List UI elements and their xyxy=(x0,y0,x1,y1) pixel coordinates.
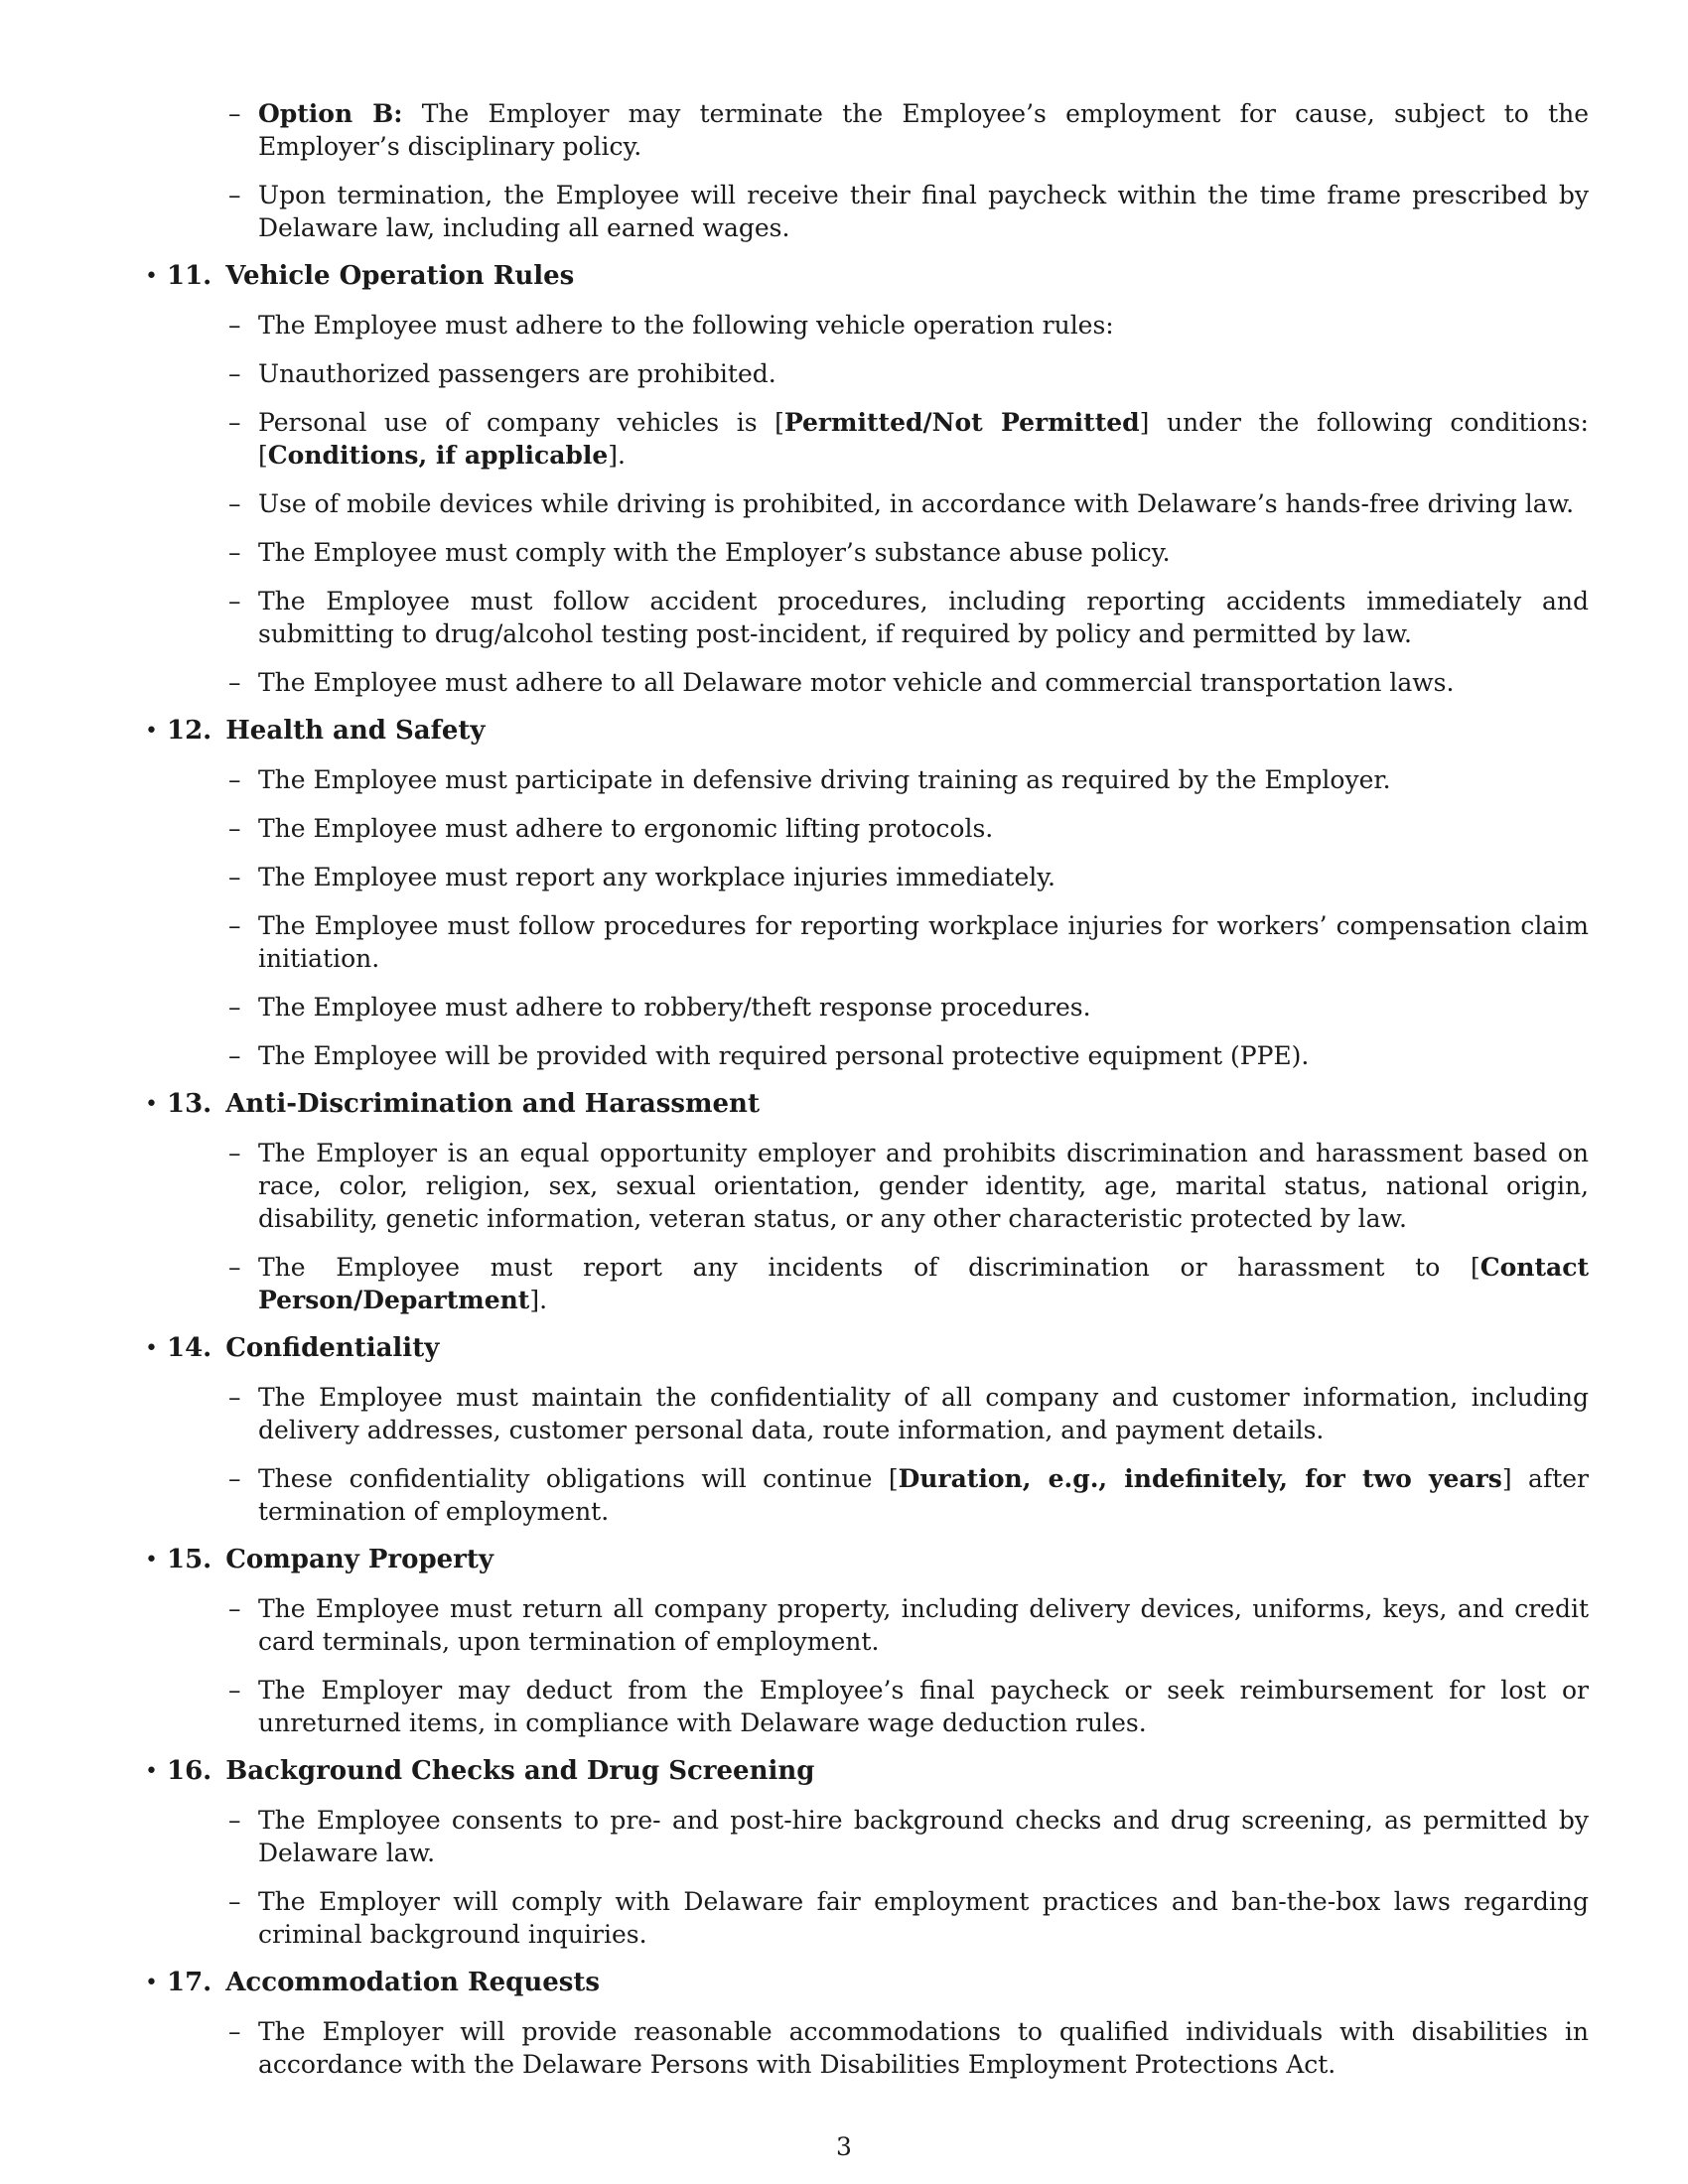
item-text: ] under the following conditions: [ xyxy=(258,408,1589,470)
item-text: The Employer is an equal opportunity employer and prohibits discrimination and harassment based on race, color, religion, sex, sexual orientation, gender identity, age, marital status, national origin, disability, genetic information, veteran status, or any other characteristic protected by law. xyxy=(258,1139,1589,1233)
list-item xyxy=(228,357,1589,390)
section-items xyxy=(228,1137,1589,1316)
item-text: ]. xyxy=(608,441,626,470)
list-item xyxy=(228,1462,1589,1528)
list-item xyxy=(228,1251,1589,1316)
list-item xyxy=(228,1674,1589,1739)
item-bold-text: Duration, e.g., indefinitely, for two years xyxy=(898,1464,1502,1493)
item-text: The Employee must participate in defensive driving training as required by the Employer. xyxy=(258,765,1391,794)
continuation-list xyxy=(228,97,1589,244)
item-bold-text: Option B: xyxy=(258,99,403,128)
list-item xyxy=(228,309,1589,341)
item-text: Unauthorized passengers are prohibited. xyxy=(258,359,776,388)
item-text: The Employee will be provided with required personal protective equipment (PPE). xyxy=(258,1041,1310,1070)
section-items xyxy=(228,763,1589,1072)
item-text: The Employee must comply with the Employer’s substance abuse policy. xyxy=(258,538,1171,567)
section-title: Confidentiality xyxy=(225,1333,440,1363)
item-text: The Employee must follow procedures for reporting workplace injuries for workers’ compensation claim initiation. xyxy=(258,911,1589,973)
item-text: ] after termination of employment. xyxy=(258,1464,1589,1526)
section-title: Company Property xyxy=(225,1545,493,1574)
item-bold-text: Conditions, if applicable xyxy=(267,441,609,470)
section-title: Vehicle Operation Rules xyxy=(225,261,575,291)
item-text: Personal use of company vehicles is [ xyxy=(258,408,784,437)
item-text: These confidentiality obligations will continue [ xyxy=(258,1464,899,1493)
list-item xyxy=(228,909,1589,975)
section-heading xyxy=(145,1332,1589,1365)
section xyxy=(145,715,1589,1072)
item-text: The Employee must adhere to ergonomic lifting protocols. xyxy=(258,814,994,843)
section-heading xyxy=(145,260,1589,293)
list-item xyxy=(228,406,1589,472)
section-items xyxy=(228,1381,1589,1528)
bullet-icon: • xyxy=(145,1548,158,1572)
section-number: 13. xyxy=(167,1089,212,1119)
bullet-icon: • xyxy=(145,1336,158,1361)
clause-list xyxy=(145,97,1590,2081)
list-item xyxy=(228,861,1589,893)
list-item xyxy=(228,812,1589,845)
list-item xyxy=(228,179,1589,244)
bullet-icon: • xyxy=(145,1759,158,1784)
sections-container xyxy=(145,260,1589,2081)
section-title: Background Checks and Drug Screening xyxy=(225,1756,815,1786)
item-text: The Employee must adhere to all Delaware motor vehicle and commercial transportation laws. xyxy=(258,668,1455,697)
list-item xyxy=(228,991,1589,1024)
list-item xyxy=(228,97,1589,163)
list-item xyxy=(228,1381,1589,1446)
section-number: 17. xyxy=(167,1968,212,1997)
section-number: 11. xyxy=(167,261,212,291)
section-items xyxy=(228,1592,1589,1739)
section-number: 15. xyxy=(167,1545,212,1574)
document-body xyxy=(135,97,1589,2097)
item-text: Use of mobile devices while driving is prohibited, in accordance with Delaware’s hands-free driving law. xyxy=(258,489,1575,518)
bullet-icon: • xyxy=(145,719,158,744)
section-heading xyxy=(145,1088,1589,1121)
list-item xyxy=(228,1137,1589,1235)
item-text: The Employer will comply with Delaware fair employment practices and ban-the-box laws regarding criminal background inquiries. xyxy=(258,1887,1589,1949)
section-items xyxy=(228,2015,1589,2081)
item-text: The Employer may terminate the Employee’s employment for cause, subject to the Employer’s disciplinary policy. xyxy=(258,99,1590,161)
item-text: The Employee must maintain the confidentiality of all company and customer information, including delivery addresses, customer personal data, route information, and payment details. xyxy=(258,1383,1589,1444)
item-text: The Employee must report any workplace injuries immediately. xyxy=(258,863,1055,891)
section xyxy=(145,1088,1589,1316)
bullet-icon: • xyxy=(145,1971,158,1995)
item-text: The Employee must adhere to the following vehicle operation rules: xyxy=(258,311,1114,340)
list-item xyxy=(228,1039,1589,1072)
section-number: 14. xyxy=(167,1333,212,1363)
bullet-icon: • xyxy=(145,1092,158,1117)
section-title: Accommodation Requests xyxy=(225,1968,601,1997)
section-items xyxy=(228,1804,1589,1951)
list-item xyxy=(228,487,1589,520)
list-item xyxy=(228,536,1589,569)
item-text: The Employer will provide reasonable accommodations to qualified individuals with disabilities in accordance with the Delaware Persons with Disabilities Employment Protections Act. xyxy=(258,2017,1589,2079)
list-item xyxy=(228,1885,1589,1951)
list-item xyxy=(228,2015,1589,2081)
section-heading xyxy=(145,1544,1589,1576)
section xyxy=(145,260,1589,699)
section-heading xyxy=(145,715,1589,748)
item-text: Upon termination, the Employee will receive their final paycheck within the time frame prescribed by Delaware law, including all earned wages. xyxy=(258,181,1589,242)
section xyxy=(145,1332,1589,1528)
section-heading xyxy=(145,1967,1589,1999)
section xyxy=(145,1544,1589,1739)
page-number: 3 xyxy=(836,2132,852,2161)
section-items xyxy=(228,309,1589,699)
list-item xyxy=(228,1804,1589,1869)
item-text: The Employee must adhere to robbery/theft response procedures. xyxy=(258,993,1091,1022)
section-title: Anti-Discrimination and Harassment xyxy=(225,1089,760,1119)
section-number: 12. xyxy=(167,716,212,746)
bullet-icon: • xyxy=(145,264,158,289)
item-text: ]. xyxy=(529,1286,548,1314)
item-bold-text: Contact Person/Department xyxy=(258,1253,1589,1314)
section xyxy=(145,1755,1589,1951)
section-heading xyxy=(145,1755,1589,1788)
section-number: 16. xyxy=(167,1756,212,1786)
item-text: The Employee must report any incidents of discrimination or harassment to [ xyxy=(258,1253,1480,1282)
item-text: The Employee must follow accident procedures, including reporting accidents immediately and submitting to drug/alcohol testing post-incident, if required by policy and permitted by law. xyxy=(258,587,1589,648)
list-item xyxy=(228,585,1589,650)
list-item xyxy=(228,666,1589,699)
item-text: The Employee must return all company property, including delivery devices, uniforms, keys, and credit card terminals, upon termination of employment. xyxy=(258,1594,1589,1656)
section-title: Health and Safety xyxy=(225,716,486,746)
item-text: The Employer may deduct from the Employee’s final paycheck or seek reimbursement for lost or unreturned items, in compliance with Delaware wage deduction rules. xyxy=(258,1676,1589,1737)
section xyxy=(145,1967,1589,2081)
list-item xyxy=(228,1592,1589,1658)
list-item xyxy=(228,763,1589,796)
item-bold-text: Permitted/Not Permitted xyxy=(783,408,1140,437)
item-text: The Employee consents to pre- and post-hire background checks and drug screening, as permitted by Delaware law. xyxy=(258,1806,1589,1867)
